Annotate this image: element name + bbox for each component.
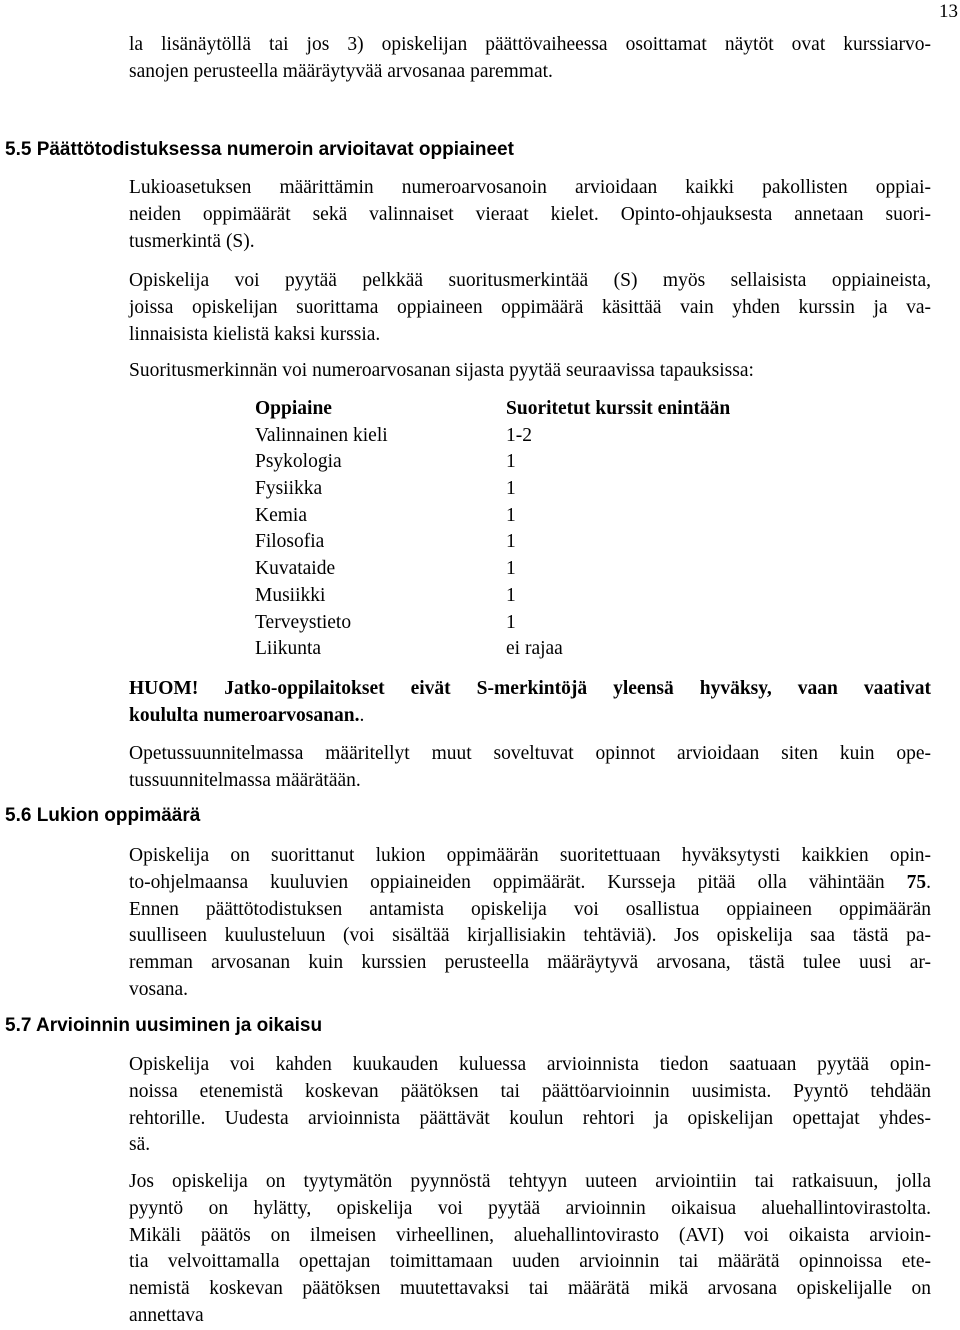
- table-cell-courses: 1: [506, 584, 516, 606]
- table-cell-courses: 1: [506, 451, 516, 473]
- text-segment: to-ohjelmaansa kuuluvien oppiaineiden oppimäärät. Kursseja pitää olla vähintään: [129, 871, 907, 893]
- section-5-7-paragraph-1: [129, 1052, 931, 1159]
- section-5-5-paragraph-3: [129, 358, 931, 385]
- text-line: pyyntö on hylätty, opiskelija voi pyytää arvioinnin oikaisua aluehallintovirastolta.: [129, 1197, 931, 1219]
- text-line: Ennen päättötodistuksen antamista opiskelija voi osallistua oppiaineen oppimäärän: [129, 898, 931, 920]
- text-line: HUOM! Jatko-oppilaitokset eivät S-merkintöjä yleensä hyväksy, vaan vaativat: [129, 678, 931, 699]
- table-header-subject: Oppiaine: [255, 398, 332, 419]
- section-heading-5-7: 5.7 Arvioinnin uusiminen ja oikaisu: [5, 1015, 323, 1036]
- table-cell-courses: 1-2: [506, 424, 532, 446]
- section-5-5-paragraph-1: [129, 175, 931, 255]
- text-line: vosana.: [129, 978, 189, 1000]
- text-segment: .: [926, 871, 931, 893]
- text-line: annettava: [129, 1304, 204, 1326]
- section-5-7-paragraph-2: [129, 1169, 931, 1330]
- table-header-courses: Suoritetut kurssit enintään: [506, 398, 731, 419]
- text-line: suulliseen kuulusteluun (voi sisältää kirjallisiakin tehtäviä). Jos opiskelija saa tästä pa-: [129, 925, 931, 947]
- text-line: neiden oppimäärät sekä valinnaiset vieraat kielet. Opinto-ohjauksesta annetaan suori-: [129, 203, 931, 225]
- section-5-5-paragraph-2: [129, 268, 931, 348]
- intro-paragraph: [129, 32, 931, 86]
- table-cell-subject: Musiikki: [255, 584, 326, 606]
- table-cell-courses: 1: [506, 558, 516, 580]
- min-course-count: 75: [906, 871, 927, 893]
- table-cell-subject: Kuvataide: [255, 558, 336, 580]
- text-line: nemistä koskevan päätöksen muutettavaksi tai määrätä mikä arvosana opiskelijalle on: [129, 1278, 931, 1300]
- text-line: Opiskelija voi pyytää pelkkää suoritusmerkintää (S) myös sellaisista oppiaineista,: [129, 270, 931, 291]
- text-line: [129, 870, 931, 897]
- text-line: rehtorille. Uudesta arvioinnista päättävät koulun rehtori ja opiskelijan opettajat yhdes-: [129, 1107, 931, 1129]
- table-cell-courses: 1: [506, 504, 516, 526]
- text-line: [129, 703, 931, 730]
- text-line: Mikäli päätös on ilmeisen virheellinen, aluehallintovirasto (AVI) voi oikaista arvioin-: [129, 1224, 931, 1246]
- text-line: remman arvosanan kuin kurssien perusteella määräytyvä arvosana, tästä tulee uusi ar-: [129, 952, 931, 974]
- note-paragraph: [129, 676, 931, 730]
- section-heading-5-6: 5.6 Lukion oppimäärä: [5, 805, 201, 826]
- page-number: 13: [939, 1, 958, 22]
- table-cell-courses: ei rajaa: [506, 638, 563, 660]
- text-line: tussuunnitelmassa määrätään.: [129, 769, 361, 791]
- text-line: Suoritusmerkinnän voi numeroarvosanan sijasta pyytää seuraavissa tapauksissa:: [129, 360, 754, 381]
- text-line: la lisänäytöllä tai jos 3) opiskelijan päättövaiheessa osoittamat näytöt ovat kurssiarvo-: [129, 34, 931, 55]
- section-5-5-paragraph-4: [129, 741, 931, 795]
- table-cell-subject: Terveystieto: [255, 611, 352, 633]
- table-cell-courses: 1: [506, 478, 516, 500]
- section-5-6-paragraph: [129, 843, 931, 1004]
- section-heading-5-5: 5.5 Päättötodistuksessa numeroin arvioitavat oppiaineet: [5, 139, 514, 160]
- table-cell-subject: Liikunta: [255, 638, 322, 660]
- table-cell-courses: 1: [506, 611, 516, 633]
- text-line: linnaisista kielistä kaksi kurssia.: [129, 323, 381, 345]
- text-line: Opetussuunnitelmassa määritellyt muut soveltuvat opinnot arvioidaan siten kuin ope-: [129, 743, 931, 764]
- text-line: tusmerkintä (S).: [129, 230, 255, 252]
- table-cell-subject: Filosofia: [255, 531, 325, 553]
- text-line: sanojen perusteella määräytyvää arvosanaa paremmat.: [129, 60, 553, 82]
- text-line: Lukioasetuksen määrittämin numeroarvosanoin arvioidaan kaikki pakollisten oppiai-: [129, 177, 931, 198]
- text-line: sä.: [129, 1134, 151, 1156]
- table-cell-courses: 1: [506, 531, 516, 553]
- note-period: .: [359, 704, 365, 726]
- table-cell-subject: Valinnainen kieli: [255, 424, 388, 446]
- table-cell-subject: Fysiikka: [255, 478, 323, 500]
- text-line: tia velvoittamalla opettajan toimittamaan uuden arvioinnin tai määrätä opinnoissa ete-: [129, 1251, 931, 1273]
- text-line: joissa opiskelijan suorittama oppiaineen oppimäärä käsittää vain yhden kurssin ja va-: [129, 296, 931, 318]
- note-text: koululta numeroarvosanan.: [129, 704, 360, 726]
- table-cell-subject: Kemia: [255, 504, 307, 526]
- text-line: Jos opiskelija on tyytymätön pyynnöstä tehtyyn uuteen arviointiin tai ratkaisuun, jolla: [129, 1171, 931, 1192]
- text-line: Opiskelija voi kahden kuukauden kuluessa arvioinnista tiedon saatuaan pyytää opin-: [129, 1054, 931, 1075]
- text-line: Opiskelija on suorittanut lukion oppimäärän suoritettuaan hyväksytysti kaikkien opin-: [129, 845, 931, 866]
- table-cell-subject: Psykologia: [255, 451, 342, 473]
- text-line: noissa etenemistä koskevan päätöksen tai päättöarvioinnin uusimista. Pyyntö tehdään: [129, 1080, 931, 1102]
